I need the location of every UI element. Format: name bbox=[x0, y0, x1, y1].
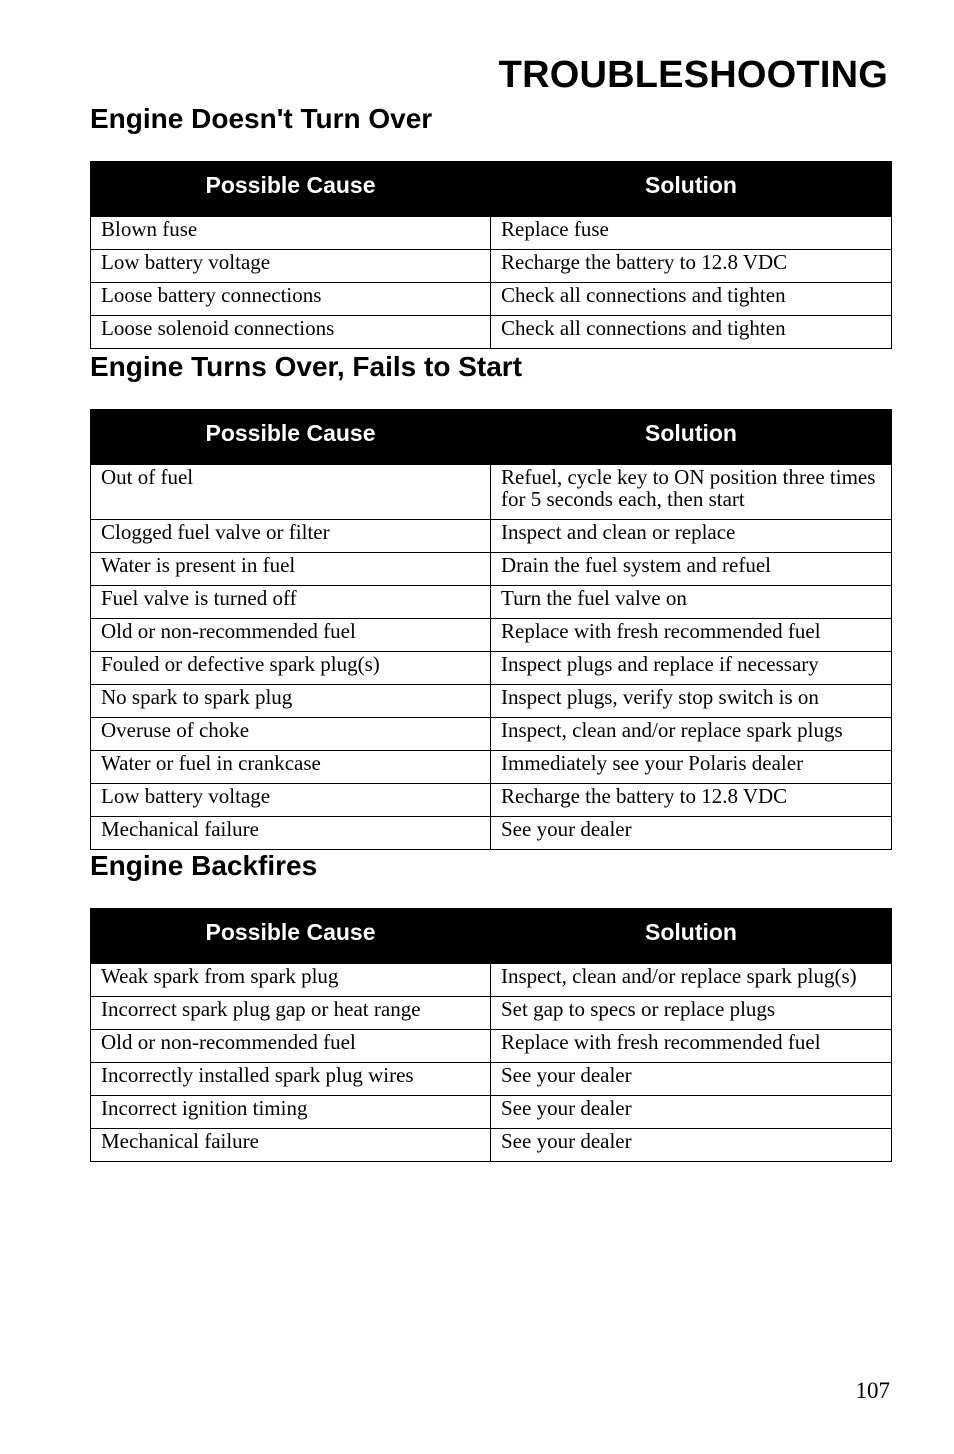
cause-cell: Incorrectly installed spark plug wires bbox=[91, 1063, 491, 1096]
table-row bbox=[91, 997, 892, 1030]
cause-cell: Overuse of choke bbox=[91, 718, 491, 751]
table-row bbox=[91, 685, 892, 718]
cause-cell: Out of fuel bbox=[91, 465, 491, 520]
table-row bbox=[91, 817, 892, 850]
section-heading: Engine Doesn't Turn Over bbox=[90, 103, 433, 134]
solution-cell: See your dealer bbox=[491, 1063, 892, 1096]
table-row bbox=[91, 553, 892, 586]
cause-cell: Mechanical failure bbox=[91, 1129, 491, 1162]
solution-cell: Inspect plugs and replace if necessary bbox=[491, 652, 892, 685]
troubleshooting-table bbox=[90, 161, 892, 349]
solution-cell: Refuel, cycle key to ON position three times for 5 seconds each, then start bbox=[491, 465, 892, 520]
column-header-cause: Possible Cause bbox=[91, 909, 491, 964]
column-header-cause: Possible Cause bbox=[91, 410, 491, 465]
table-row bbox=[91, 283, 892, 316]
solution-cell: Inspect, clean and/or replace spark plug(s) bbox=[491, 964, 892, 997]
cause-cell: Old or non-recommended fuel bbox=[91, 1030, 491, 1063]
cause-cell: Water or fuel in crankcase bbox=[91, 751, 491, 784]
cause-cell: Mechanical failure bbox=[91, 817, 491, 850]
solution-cell: Set gap to specs or replace plugs bbox=[491, 997, 892, 1030]
table-row bbox=[91, 1129, 892, 1162]
table-row bbox=[91, 316, 892, 349]
solution-cell: Immediately see your Polaris dealer bbox=[491, 751, 892, 784]
cause-cell: Loose battery connections bbox=[91, 283, 491, 316]
section-engine-doesnt-turn-over bbox=[90, 102, 891, 349]
cause-cell: Fouled or defective spark plug(s) bbox=[91, 652, 491, 685]
troubleshooting-table bbox=[90, 409, 892, 850]
column-header-solution: Solution bbox=[491, 162, 892, 217]
cause-cell: No spark to spark plug bbox=[91, 685, 491, 718]
solution-cell: Recharge the battery to 12.8 VDC bbox=[491, 250, 892, 283]
cause-cell: Blown fuse bbox=[91, 217, 491, 250]
table-row bbox=[91, 1030, 892, 1063]
solution-cell: Replace with fresh recommended fuel bbox=[491, 1030, 892, 1063]
table-row bbox=[91, 217, 892, 250]
table-row bbox=[91, 652, 892, 685]
solution-cell: Turn the fuel valve on bbox=[491, 586, 892, 619]
section-engine-turns-over-fails-to-start bbox=[90, 350, 891, 850]
table-row bbox=[91, 718, 892, 751]
table-row bbox=[91, 1063, 892, 1096]
solution-cell: Inspect and clean or replace bbox=[491, 520, 892, 553]
solution-cell: Inspect, clean and/or replace spark plugs bbox=[491, 718, 892, 751]
section-heading: Engine Backfires bbox=[90, 850, 318, 881]
page-title: TROUBLESHOOTING bbox=[498, 54, 888, 96]
table-row bbox=[91, 520, 892, 553]
table-row bbox=[91, 619, 892, 652]
solution-cell: See your dealer bbox=[491, 1096, 892, 1129]
table-header-row bbox=[91, 162, 892, 217]
cause-cell: Incorrect spark plug gap or heat range bbox=[91, 997, 491, 1030]
table-row bbox=[91, 784, 892, 817]
cause-cell: Water is present in fuel bbox=[91, 553, 491, 586]
table-row bbox=[91, 465, 892, 520]
column-header-cause: Possible Cause bbox=[91, 162, 491, 217]
table-row bbox=[91, 964, 892, 997]
cause-cell: Low battery voltage bbox=[91, 250, 491, 283]
solution-cell: Replace fuse bbox=[491, 217, 892, 250]
solution-cell: Check all connections and tighten bbox=[491, 283, 892, 316]
cause-cell: Loose solenoid connections bbox=[91, 316, 491, 349]
table-row bbox=[91, 586, 892, 619]
column-header-solution: Solution bbox=[491, 410, 892, 465]
table-header-row bbox=[91, 410, 892, 465]
section-engine-backfires bbox=[90, 849, 891, 1162]
cause-cell: Incorrect ignition timing bbox=[91, 1096, 491, 1129]
troubleshooting-table bbox=[90, 908, 892, 1162]
column-header-solution: Solution bbox=[491, 909, 892, 964]
solution-cell: Drain the fuel system and refuel bbox=[491, 553, 892, 586]
table-header-row bbox=[91, 909, 892, 964]
solution-cell: Replace with fresh recommended fuel bbox=[491, 619, 892, 652]
solution-cell: Check all connections and tighten bbox=[491, 316, 892, 349]
section-heading: Engine Turns Over, Fails to Start bbox=[90, 351, 523, 382]
solution-cell: See your dealer bbox=[491, 1129, 892, 1162]
solution-cell: Recharge the battery to 12.8 VDC bbox=[491, 784, 892, 817]
cause-cell: Weak spark from spark plug bbox=[91, 964, 491, 997]
table-row bbox=[91, 751, 892, 784]
cause-cell: Fuel valve is turned off bbox=[91, 586, 491, 619]
solution-cell: See your dealer bbox=[491, 817, 892, 850]
cause-cell: Clogged fuel valve or filter bbox=[91, 520, 491, 553]
cause-cell: Low battery voltage bbox=[91, 784, 491, 817]
page-number: 107 bbox=[855, 1378, 890, 1403]
cause-cell: Old or non-recommended fuel bbox=[91, 619, 491, 652]
table-row bbox=[91, 1096, 892, 1129]
table-row bbox=[91, 250, 892, 283]
solution-cell: Inspect plugs, verify stop switch is on bbox=[491, 685, 892, 718]
